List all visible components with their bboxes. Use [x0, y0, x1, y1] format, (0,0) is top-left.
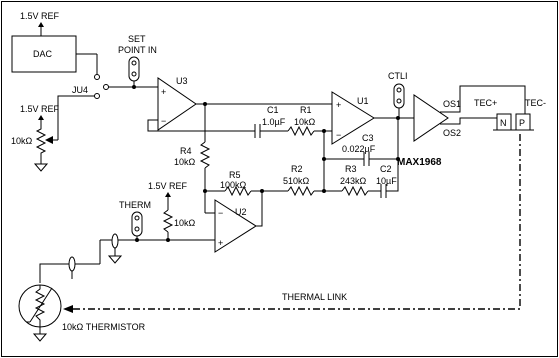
u2-minus: − [218, 208, 224, 218]
jumper-ju4 [72, 75, 158, 99]
thermistor [19, 285, 146, 341]
tec-module [474, 98, 546, 130]
pot-value: 10kΩ [11, 136, 33, 146]
os2-label: OS2 [443, 128, 462, 138]
ref-top-label: 1.5V REF [20, 11, 60, 21]
ref-top-supply [20, 11, 60, 36]
tec-p-label: P [519, 118, 526, 128]
thermistor-label: 10kΩ THERMISTOR [62, 322, 146, 332]
u1-label: U1 [357, 96, 369, 106]
c1-name: C1 [267, 105, 279, 115]
r3-name: R3 [345, 164, 357, 174]
r-therm-value: 10kΩ [174, 218, 196, 228]
tec-plus-label: TEC+ [474, 98, 498, 108]
u3-label: U3 [176, 76, 188, 86]
resistor-therm-pullup [164, 210, 196, 242]
u1-minus: − [336, 130, 342, 140]
c1-value: 1.0µF [262, 117, 286, 127]
r2-value: 510kΩ [283, 176, 310, 186]
diagram-frame [2, 2, 558, 357]
tec-minus-label: TEC- [525, 98, 546, 108]
ref-low-supply [148, 181, 188, 210]
setpoint-label-2: POINT IN [118, 45, 157, 55]
r5-value: 100kΩ [220, 180, 247, 190]
r4-value: 10kΩ [174, 157, 196, 167]
resistor-r4 [174, 131, 209, 213]
u1-plus: + [336, 100, 342, 110]
ref-mid-label: 1.5V REF [20, 104, 60, 114]
thermistor-cable [40, 234, 121, 283]
u2-plus: + [218, 238, 224, 248]
resistor-r1 [288, 105, 332, 135]
r2-name: R2 [291, 164, 303, 174]
u3-plus: + [161, 87, 167, 97]
c2-name: C2 [380, 164, 392, 174]
u3-minus: − [161, 116, 167, 126]
capacitor-c1 [205, 105, 288, 138]
tec-n-label: N [500, 118, 507, 128]
thermal-link-label: THERMAL LINK [282, 292, 348, 302]
c2-value: 10µF [376, 176, 397, 186]
opamp-u2 [205, 189, 264, 252]
u2-label: U2 [235, 207, 247, 217]
ju4-label: JU4 [72, 85, 89, 95]
setpoint-testpoint [118, 34, 157, 89]
ref-low-label: 1.5V REF [148, 181, 188, 191]
dac-block [12, 36, 97, 74]
dac-label: DAC [33, 49, 53, 59]
therm-label: THERM [119, 200, 151, 210]
capacitor-c2 [376, 118, 398, 198]
max1968-driver [397, 95, 461, 168]
c3-name: C3 [362, 133, 374, 143]
resistor-r2 [262, 164, 342, 195]
os1-label: OS1 [443, 99, 462, 109]
potentiometer [11, 127, 58, 171]
therm-testpoint [119, 200, 151, 242]
r5-name: R5 [229, 170, 241, 180]
setpoint-label-1: SET [128, 34, 146, 44]
c3-value: 0.022µF [342, 144, 376, 154]
max1968-label: MAX1968 [397, 157, 442, 168]
ref-mid-supply [20, 104, 60, 127]
ctli-label: CTLI [388, 71, 408, 81]
r3-value: 243kΩ [340, 176, 367, 186]
r4-name: R4 [180, 146, 192, 156]
ctli-testpoint [388, 71, 408, 118]
resistor-r3 [340, 164, 381, 195]
resistor-r5 [205, 170, 262, 195]
r1-value: 10kΩ [294, 117, 316, 127]
r1-name: R1 [300, 105, 312, 115]
